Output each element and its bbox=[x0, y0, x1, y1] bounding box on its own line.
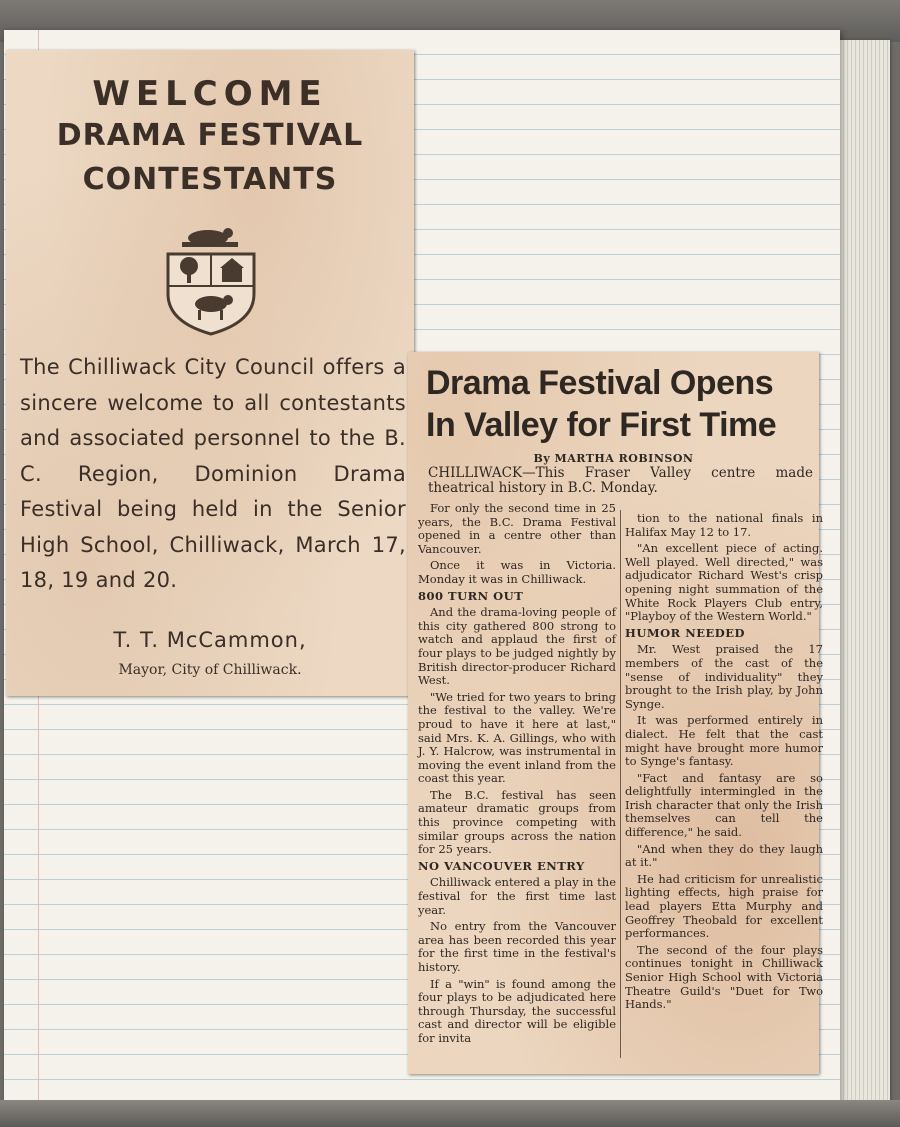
article-paragraph: It was performed entirely in dialect. He felt that the cast might have brought more humor to Synge's fantasy. bbox=[625, 713, 823, 769]
article-headline-line-2: In Valley for First Time bbox=[426, 406, 777, 444]
article-left-column bbox=[418, 502, 616, 1049]
article-paragraph: For only the second time in 25 years, the B.C. Drama Festival opened in a centre other than Vancouver. bbox=[418, 501, 616, 556]
welcome-message: The Chilliwack City Council offers a sincere welcome to all contestants and associated personnel to the B. C. Region, Dominion Drama Festival being held in the Senior High School, Chilliwack, March 17, 18, 19 and 20. bbox=[20, 355, 406, 592]
article-paragraph: The second of the four plays continues tonight in Chilliwack Senior High School with Victoria Theatre Guild's "Duet for Two Hands." bbox=[625, 942, 823, 1012]
scrapbook-page-edges bbox=[836, 40, 890, 1105]
article-headline-line-1: Drama Festival Opens bbox=[426, 364, 774, 402]
article-paragraph: "We tried for two years to bring the festival to the valley. We're proud to have it here at last," said Mrs. K. A. Gillings, who with J. Y. Halcrow, was instrumental in moving the event inland from the coast this year. bbox=[418, 689, 616, 786]
article-paragraph: "An excellent piece of acting. Well played. Well directed," was adjudicator Richard West's crisp opening night summation of the White Rock Players Club entry, "Playboy of the Western World." bbox=[625, 541, 823, 624]
article-paragraph: "And when they do they laugh at it." bbox=[625, 841, 823, 870]
article-paragraph: "Fact and fantasy are so delightfully intermingled in the Irish character that only the Irish themselves can tell the difference," he said. bbox=[625, 770, 823, 840]
mayor-title: Mayor, City of Chilliwack. bbox=[118, 662, 302, 678]
article-paragraph: And the drama-loving people of this city gathered 800 strong to watch and applaud the first of four plays to be judged nightly by British director-producer Richard West. bbox=[418, 605, 616, 688]
welcome-headline-line-3: CONTESTANTS bbox=[82, 162, 338, 197]
article-paragraph: Mr. West praised the 17 members of the cast of the "sense of individuality" they brought to the Irish play, by John Synge. bbox=[625, 642, 823, 711]
scanner-background-bottom bbox=[0, 1100, 900, 1127]
welcome-headline-line-1: WELCOME bbox=[92, 74, 328, 114]
mayor-signature-name: T. T. McCammon, bbox=[113, 628, 307, 652]
article-paragraph: If a "win" is found among the four plays to be adjudicated here through Thursday, the successful cast and director will be eligible for invita bbox=[418, 976, 616, 1045]
article-paragraph: No entry from the Vancouver area has been recorded this year for the first time in the festival's history. bbox=[418, 919, 616, 974]
column-rule bbox=[620, 510, 621, 1058]
article-subheading: HUMOR NEEDED bbox=[625, 625, 745, 640]
article-subheading: 800 TURN OUT bbox=[418, 588, 524, 603]
article-paragraph: tion to the national finals in Halifax May 12 to 17. bbox=[625, 511, 823, 539]
article-lede: CHILLIWACK—This Fraser Valley centre made theatrical history in B.C. Monday. bbox=[428, 465, 813, 496]
article-byline: By MARTHA ROBINSON bbox=[533, 452, 694, 465]
article-paragraph: He had criticism for unrealistic lighting effects, high praise for lead players Etta Murphy and Geoffrey Theobald for excellent performances. bbox=[625, 871, 823, 941]
article-clipping bbox=[408, 352, 823, 1074]
article-right-column bbox=[625, 512, 823, 1015]
article-paragraph: Chilliwack entered a play in the festival for the first time last year. bbox=[418, 875, 616, 917]
welcome-clipping bbox=[6, 50, 414, 696]
article-paragraph: The B.C. festival has seen amateur dramatic groups from this province competing with similar groups across the nation for 25 years. bbox=[418, 787, 616, 857]
city-coat-of-arms-icon bbox=[156, 218, 266, 338]
article-subheading: NO VANCOUVER ENTRY bbox=[418, 858, 585, 873]
welcome-headline-line-2: DRAMA FESTIVAL bbox=[56, 118, 364, 153]
article-paragraph: Once it was in Victoria. Monday it was in Chilliwack. bbox=[418, 558, 616, 586]
